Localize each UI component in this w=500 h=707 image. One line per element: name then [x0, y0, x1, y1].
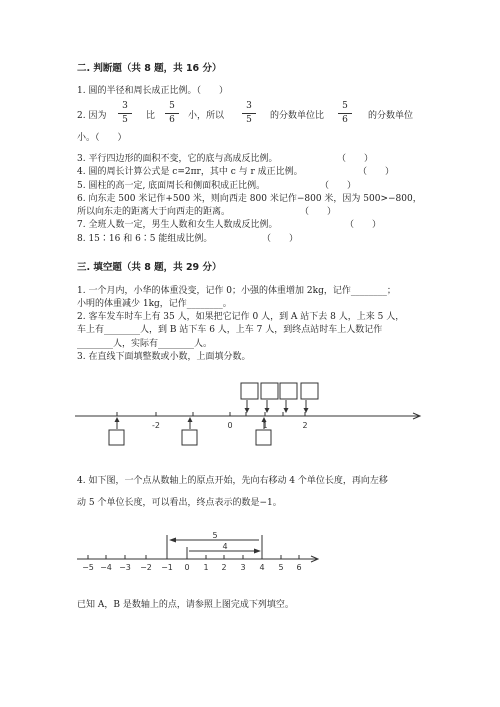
tick-label: 6: [296, 563, 302, 572]
tick-label: −5: [82, 563, 94, 572]
question-2-line-2: 小。（ ）: [77, 133, 127, 143]
question-1: 1. 圆的半径和周长成正比例。（ ）: [77, 86, 228, 96]
arrow-label-4: 4: [222, 542, 228, 551]
answer-paren: （ ）: [300, 207, 337, 217]
answer-paren: （ ）: [345, 220, 382, 230]
fraction-denominator: 5: [122, 115, 128, 125]
tick-label: 3: [240, 563, 246, 572]
tick-label: −1: [161, 563, 173, 572]
fill-question-2-line-3: ________人，实际有________人。: [77, 339, 213, 349]
tick-label: 2: [221, 563, 227, 572]
tick-label: 0: [227, 421, 233, 430]
fill-question-2-line-2: 车上有________人，到 B 站下车 6 人，上车 7 人，到终点站时车上人数记作: [77, 325, 383, 335]
tick-label: 2: [302, 421, 308, 430]
question-3: 3. 平行四边形的面积不变，它的底与高成反比例。: [77, 154, 278, 164]
section-title-judgement: 二. 判断题（共 8 题，共 16 分）: [77, 63, 222, 74]
arrowhead-right-icon: [254, 549, 261, 554]
question-7: 7. 全班人数一定，男生人数和女生人数成反比例。: [77, 220, 278, 230]
tick-label: 0: [184, 563, 190, 572]
fraction-denominator: 5: [246, 115, 252, 125]
fraction-numerator: 3: [122, 101, 128, 111]
fill-question-3: 3. 在直线下面填整数或小数，上面填分数。: [77, 352, 251, 362]
tick-label: 1: [203, 563, 209, 572]
arrowhead-left-icon: [169, 538, 176, 543]
fill-question-1-line-1: 1. 一个月内，小华的体重没变，记作 0；小强的体重增加 2kg，记作________；: [77, 286, 396, 296]
tick-label: −4: [100, 563, 112, 572]
answer-paren: （ ）: [320, 181, 357, 191]
fill-question-4-line-1: 4. 如下图，一个点从数轴上的原点开始，先向右移动 4 个单位长度，再向左移: [77, 476, 388, 486]
fraction-numerator: 3: [246, 101, 252, 111]
question-2-text-1: 2. 因为: [77, 111, 107, 121]
question-5: 5. 圆柱的高一定, 底面周长和侧面积成正比例。: [77, 181, 266, 191]
fraction-numerator: 5: [342, 101, 348, 111]
fraction-denominator: 6: [169, 115, 175, 125]
answer-paren: （ ）: [262, 234, 299, 244]
closing-instruction: 已知 A，B 是数轴上的点，请参照上图完成下列填空。: [77, 600, 294, 610]
answer-paren: （ ）: [337, 154, 374, 164]
fill-question-4-line-2: 动 5 个单位长度，可以看出，终点表示的数是−1。: [77, 498, 282, 508]
answer-paren: （ ）: [358, 167, 395, 177]
question-2-text-2: 比: [146, 111, 156, 121]
question-6-line-2: 所以向东走的距离大于向西走的距离。: [77, 207, 231, 217]
fraction-numerator: 5: [169, 101, 175, 111]
question-6-line-1: 6. 向东走 500 米记作+500 米，则向西走 800 米记作−800 米，因为 500>−800，: [77, 194, 422, 204]
tick-label: 5: [278, 563, 284, 572]
question-4: 4. 圆的周长计算公式是 c=2πr，其中 c 与 r 成正比例。: [77, 167, 303, 177]
fill-question-1-line-2: 小明的体重减少 1kg，记作________。: [77, 299, 232, 309]
tick-label: 1: [262, 421, 268, 430]
tick-label: 4: [259, 563, 265, 572]
question-8: 8. 15∶16 和 6∶5 能组成比例。: [77, 234, 213, 244]
question-2-text-3: 小，所以: [188, 111, 225, 121]
fill-question-2-line-1: 2. 客车发车时车上有 35 人，如果把它记作 0 人，到 A 站下去 8 人，上来 5 人，: [77, 312, 405, 322]
tick-label: −3: [119, 563, 131, 572]
arrow-label-5: 5: [212, 531, 218, 540]
tick-label: -2: [152, 421, 160, 430]
question-2-text-5: 的分数单位: [368, 111, 414, 121]
tick-label: −2: [140, 563, 152, 572]
fraction-denominator: 6: [342, 115, 348, 125]
section-title-fill-in: 三. 填空题（共 8 题，共 29 分）: [77, 262, 222, 273]
question-2-text-4: 的分数单位比: [270, 111, 325, 121]
